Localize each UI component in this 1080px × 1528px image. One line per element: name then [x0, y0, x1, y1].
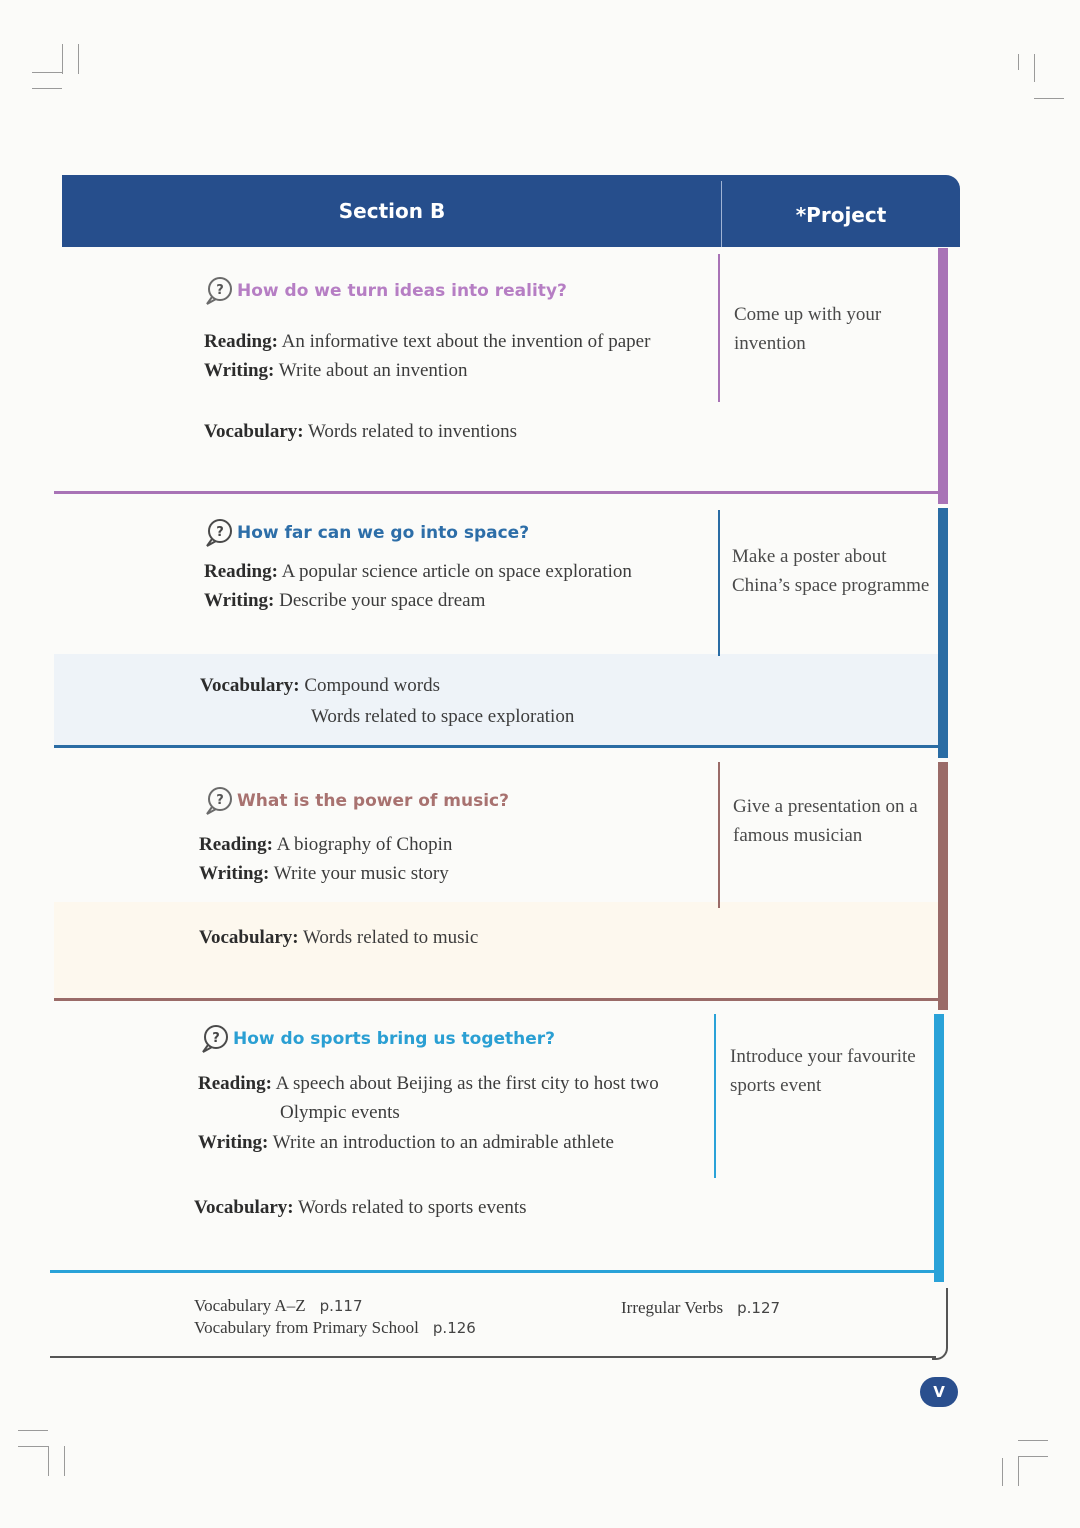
reading-text: An informative text about the invention of paper — [281, 331, 651, 352]
vocabulary-line — [204, 420, 517, 444]
unit-divider — [54, 491, 948, 494]
vocab-az-page: p.117 — [319, 1297, 363, 1315]
writing-label: Writing: — [198, 1132, 269, 1153]
crop-mark — [32, 88, 62, 89]
writing-text: Describe your space dream — [279, 590, 486, 611]
crop-mark — [1018, 1456, 1048, 1457]
reading-text: A popular science article on space exploration — [281, 561, 632, 582]
unit-divider — [54, 745, 948, 748]
project-text: Introduce your favourite sports event — [730, 1046, 916, 1096]
reading-line — [198, 1072, 659, 1096]
vocabulary-band — [54, 654, 942, 746]
unit-row — [50, 1014, 950, 1282]
column-divider — [714, 1014, 716, 1178]
reading-line — [199, 833, 452, 857]
reading-label: Reading: — [204, 331, 278, 352]
project-text: Make a poster about China’s space programme — [732, 546, 930, 596]
question-bubble-icon — [204, 518, 234, 548]
unit-divider — [50, 1270, 944, 1273]
footer-corner — [932, 1288, 948, 1360]
vocabulary-label: Vocabulary: — [199, 927, 299, 948]
writing-text: Write an introduction to an admirable athlete — [272, 1132, 614, 1153]
unit-row — [54, 508, 954, 758]
project-title: *Project — [795, 203, 887, 227]
vocabulary-line — [200, 674, 440, 698]
crop-mark — [18, 1446, 48, 1447]
question-bubble-icon — [204, 786, 234, 816]
writing-text: Write about an invention — [278, 360, 468, 381]
writing-label: Writing: — [199, 863, 270, 884]
vocabulary-band — [54, 902, 942, 1000]
unit-color-bar — [938, 248, 948, 504]
crop-mark — [64, 1446, 65, 1476]
vocabulary-line-2 — [311, 705, 574, 729]
svg-text:?: ? — [212, 1031, 220, 1046]
unit-question — [204, 518, 529, 548]
crop-mark — [1002, 1458, 1003, 1486]
vocabulary-text: Compound words — [304, 675, 440, 696]
unit-color-bar — [938, 508, 948, 758]
column-divider — [718, 254, 720, 402]
writing-line — [204, 359, 467, 383]
vocabulary-label: Vocabulary: — [204, 421, 304, 442]
question-text: What is the power of music? — [237, 791, 509, 811]
writing-line — [199, 862, 449, 886]
crop-mark — [1018, 1440, 1048, 1441]
reference-footer — [50, 1282, 948, 1360]
vocab-az-label: Vocabulary A–Z — [194, 1296, 306, 1315]
project-text: Come up with your invention — [734, 304, 882, 354]
question-text: How do we turn ideas into reality? — [237, 281, 567, 301]
vocabulary-text: Words related to inventions — [308, 421, 518, 442]
writing-text: Write your music story — [273, 863, 449, 884]
crop-mark — [62, 44, 63, 74]
irregular-page: p.127 — [737, 1299, 781, 1317]
vocabulary-label: Vocabulary: — [200, 675, 300, 696]
svg-text:?: ? — [216, 525, 224, 540]
vocab-primary-label: Vocabulary from Primary School — [194, 1318, 419, 1337]
reading-line-2 — [280, 1101, 400, 1125]
vocabulary-label: Vocabulary: — [194, 1197, 294, 1218]
writing-label: Writing: — [204, 590, 275, 611]
question-bubble-icon — [204, 276, 234, 306]
crop-mark — [48, 1446, 49, 1476]
vocab-primary-page: p.126 — [432, 1319, 476, 1337]
vocab-az-ref — [194, 1296, 363, 1316]
vocabulary-line — [194, 1196, 527, 1220]
vocabulary-text: Words related to space exploration — [311, 706, 575, 727]
irregular-verbs-ref — [621, 1298, 780, 1318]
crop-mark — [1034, 98, 1064, 99]
crop-mark — [1018, 1456, 1019, 1486]
vocab-primary-ref — [194, 1318, 476, 1338]
crop-mark — [18, 1430, 48, 1431]
writing-line — [198, 1131, 614, 1155]
unit-question — [204, 786, 509, 816]
reading-text: A biography of Chopin — [276, 834, 453, 855]
unit-question — [200, 1024, 555, 1054]
vocabulary-text: Words related to sports events — [298, 1197, 527, 1218]
crop-mark — [78, 44, 79, 74]
column-divider — [718, 510, 720, 656]
unit-row — [54, 248, 954, 504]
irregular-label: Irregular Verbs — [621, 1298, 724, 1317]
unit-question — [204, 276, 567, 306]
crop-mark — [1018, 54, 1019, 70]
reading-text: A speech about Beijing as the first city to host two — [275, 1073, 659, 1094]
unit-divider — [54, 998, 948, 1001]
unit-color-bar — [934, 1014, 944, 1282]
crop-mark — [1034, 54, 1035, 82]
vocabulary-text: Words related to music — [303, 927, 479, 948]
reading-label: Reading: — [199, 834, 273, 855]
reading-line — [204, 560, 632, 584]
crop-mark — [32, 72, 62, 73]
reading-text-cont: Olympic events — [280, 1102, 400, 1123]
question-text: How far can we go into space? — [237, 523, 530, 543]
writing-line — [204, 589, 485, 613]
question-text: How do sports bring us together? — [233, 1029, 556, 1049]
svg-text:?: ? — [216, 793, 224, 808]
writing-label: Writing: — [204, 360, 275, 381]
question-bubble-icon — [200, 1024, 230, 1054]
table-header — [62, 175, 960, 247]
column-divider — [718, 762, 720, 908]
reading-label: Reading: — [198, 1073, 272, 1094]
vocabulary-line — [199, 926, 478, 950]
section-title: Section B — [338, 199, 446, 223]
reading-line — [204, 330, 650, 354]
project-text: Give a presentation on a famous musician — [733, 796, 918, 846]
unit-row — [54, 762, 954, 1010]
page-number-badge: V — [920, 1377, 958, 1407]
svg-text:?: ? — [216, 283, 224, 298]
footer-rule — [50, 1356, 936, 1358]
reading-label: Reading: — [204, 561, 278, 582]
